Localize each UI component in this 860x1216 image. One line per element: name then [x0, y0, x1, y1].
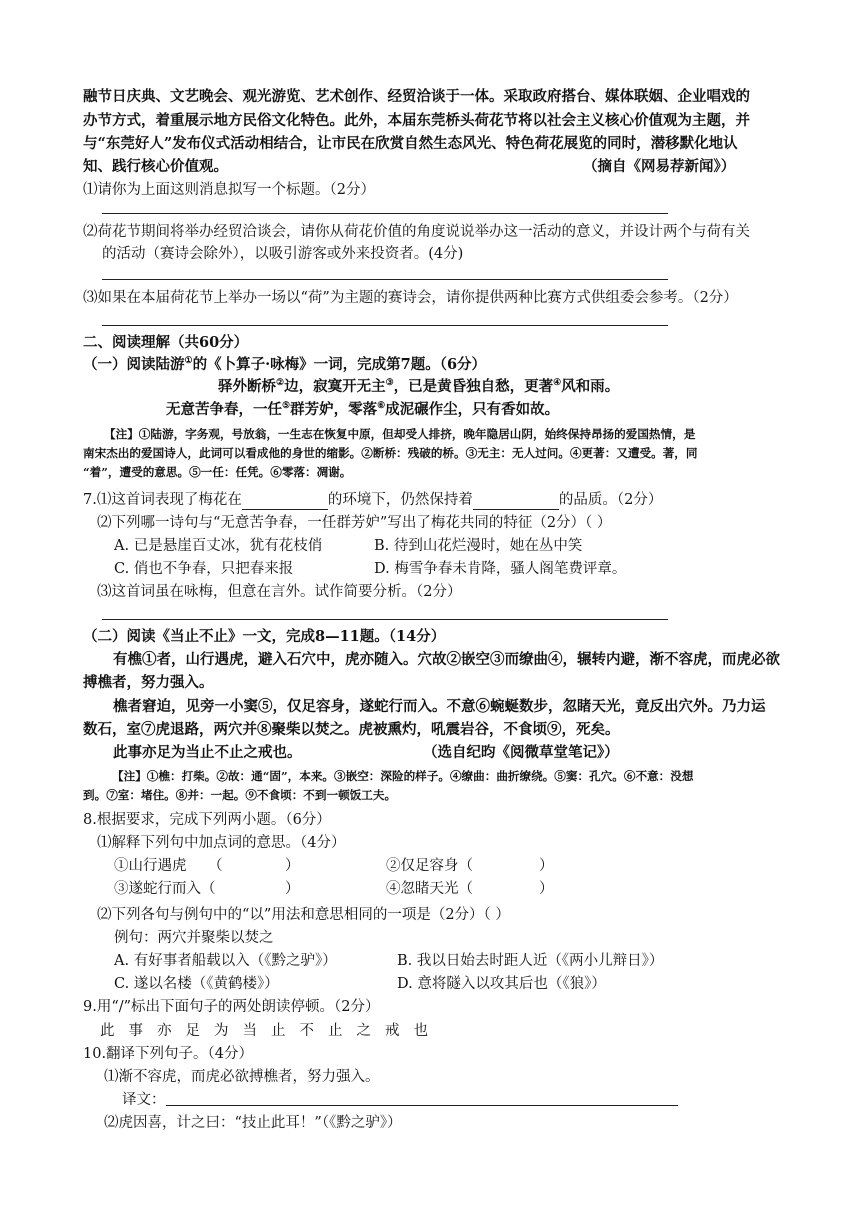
answer-line-q7[interactable] — [102, 619, 668, 620]
q8-option-a: A. 有好事者船载以入（《黔之驴》） — [114, 953, 337, 969]
q10-translation-label: 译文： — [122, 1092, 166, 1108]
q7-option-c: C. 俏也不争春，只把春来报 — [114, 561, 294, 577]
q7-part-3: ⑶这首词虽在咏梅，但意在言外。试作简要分析。（2分） — [97, 584, 462, 600]
q10-title: 10.翻译下列句子。（4分） — [83, 1046, 254, 1062]
q8-example: 例句：两穴并聚柴以焚之 — [114, 930, 274, 946]
passage-line-3: 与“东莞好人”发布仪式活动相结合，让市民在欣赏自然生态风光、特色荷花展览的同时，潜移默化地认 — [83, 135, 738, 152]
prose-p1-line-2: 搏樵者，努力强入。 — [83, 674, 214, 691]
prose-note-line-1: 【注】①樵：打柴。②故：通“固”，本来。③嵌空：深险的样子。④缭曲：曲折缭绕。⑤窦：孔穴。⑥不意：没想 — [112, 769, 694, 783]
q9-title: 9.用“/”标出下面句子的两处朗读停顿。（2分） — [83, 999, 380, 1015]
q8-option-b: B. 我以日始去时距人近（《两小儿辩日》） — [397, 953, 664, 969]
answer-line-3[interactable] — [102, 325, 668, 326]
passage-line-1: 融节日庆典、文艺晚会、观光游览、艺术创作、经贸洽谈于一体。采取政府搭台、媒体联姻、企业唱戏的 — [83, 88, 750, 105]
part-1-title: （一）阅读陆游①的《卜算子·咏梅》一词，完成第7题。（6分） — [83, 356, 487, 373]
q8-item-3-paren-close: ） — [285, 881, 300, 897]
q7-option-b: B. 待到山花烂漫时，她在丛中笑 — [374, 538, 583, 554]
poem-note-line-1: 【注】①陆游，字务观，号放翁，一生志在恢复中原，但却受人排挤，晚年隐居山阴，始终保持昂扬的爱国热情，是 — [104, 427, 696, 441]
prose-note-line-2: 到。⑦室：堵住。⑧并：一起。⑨不食顷：不到一顿饭工夫。 — [83, 788, 397, 802]
answer-line-2[interactable] — [102, 279, 668, 280]
news-question-2-line-1: ⑵荷花节期间将举办经贸洽谈会，请你从荷花价值的角度说说举办这一活动的意义，并设计两个与荷有关 — [83, 224, 750, 240]
q8-part-1: ⑴解释下列句中加点词的意思。（4分） — [97, 835, 346, 851]
q8-part-2: ⑵下列各句与例句中的“以”用法和意思相同的一项是（2分）（ ） — [97, 907, 510, 923]
answer-line-1[interactable] — [102, 213, 668, 214]
part-2-title: （二）阅读《当止不止》一文，完成8—11题。（14分） — [83, 628, 446, 645]
news-question-2-line-2: 的活动（赛诗会除外），以吸引游客或外来投资者。(4分) — [102, 246, 464, 262]
prose-p2-line-1: 樵者窘迫，见旁一小窦⑤，仅足容身，遂蛇行而入。不意⑥蜿蜒数步，忽睹天光，竟反出穴外。乃力运 — [113, 698, 766, 715]
q8-item-4: ④忽睹天光（ — [386, 881, 473, 897]
q7-option-d: D. 梅雪争春未肯降，骚人阁笔费评章。 — [374, 561, 627, 577]
q10-part-1: ⑴渐不容虎，而虎必欲搏樵者，努力强入。 — [104, 1069, 380, 1085]
q8-item-2-paren-close: ） — [539, 858, 554, 874]
q8-title: 8.根据要求，完成下列两小题。（6分） — [83, 812, 331, 828]
q9-sentence[interactable]: 此事亦足为当止不止之戒也 — [100, 1023, 442, 1039]
poem-line-2: 无意苦争春，一任⑤群芳妒，零落⑥成泥碾作尘，只有香如故。 — [166, 401, 560, 418]
news-question-1: ⑴请你为上面这则消息拟写一个标题。（2分） — [83, 182, 375, 198]
q10-translation-line[interactable] — [166, 1105, 678, 1106]
q7-blank-1[interactable] — [242, 493, 328, 510]
q7-part-1: 7.⑴这首词表现了梅花在 的环境下，仍然保持着 的品质。（2分） — [83, 492, 663, 508]
q10-part-2: ⑵虎因喜，计之曰：“技止此耳！”（《黔之驴》） — [104, 1115, 402, 1131]
q8-option-c: C. 遂以名楼（《黄鹤楼》） — [114, 976, 279, 992]
poem-line-1: 驿外断桥②边，寂寞开无主③，已是黄昏独自愁，更著④风和雨。 — [218, 378, 620, 395]
q8-item-1: ①山行遇虎 — [114, 858, 187, 874]
q8-item-1-paren-open: （ — [208, 858, 223, 874]
q8-item-3: ③遂蛇行而入（ — [114, 881, 216, 897]
q7-option-a: A. 已是悬崖百丈冰，犹有花枝俏 — [114, 538, 323, 554]
poem-note-line-3: “着”，遭受的意思。⑤一任：任凭。⑥零落：凋谢。 — [83, 465, 352, 479]
q7-part-2: ⑵下列哪一诗句与“无意苦争春，一任群芳妒”写出了梅花共同的特征（2分）（ ） — [97, 515, 612, 531]
prose-p1-line-1: 有樵①者，山行遇虎，避入石穴中，虎亦随入。穴故②嵌空③而缭曲④，辗转内避，渐不容虎，而虎必欲 — [113, 651, 780, 668]
poem-note-line-2: 南宋杰出的爱国诗人，此词可以看成他的身世的缩影。②断桥：残破的桥。③无主：无人过问。④更著：又遭受。著，同 — [83, 446, 698, 460]
section-2-title: 二、阅读理解（共60分） — [83, 334, 249, 351]
prose-source: （选自纪昀《阅微草堂笔记》） — [423, 744, 619, 761]
q8-item-2: ②仅足容身（ — [386, 858, 473, 874]
q8-item-1-paren-close: ） — [285, 858, 300, 874]
prose-p3: 此事亦足为当止不止之戒也。 — [113, 744, 302, 761]
news-question-3: ⑶如果在本届荷花节上举办一场以“荷”为主题的赛诗会，请你提供两种比赛方式供组委会参考。（2分） — [83, 290, 738, 306]
q7-blank-2[interactable] — [473, 493, 559, 510]
prose-p2-line-2: 数石，室⑦虎退路，两穴并⑧聚柴以焚之。虎被熏灼，吼震岩谷，不食顷⑨，死矣。 — [83, 721, 620, 738]
q8-item-4-paren-close: ） — [539, 881, 554, 897]
passage-line-4: 知、践行核心价值观。 — [83, 158, 228, 175]
passage-source: （摘自《网易荐新闻》） — [583, 158, 736, 175]
passage-line-2: 办节方式，着重展示地方民俗文化特色。此外，本届东莞桥头荷花节将以社会主义核心价值观为主题，并 — [83, 112, 750, 129]
q8-option-d: D. 意将隧入以攻其后也（《狼》） — [397, 976, 606, 992]
